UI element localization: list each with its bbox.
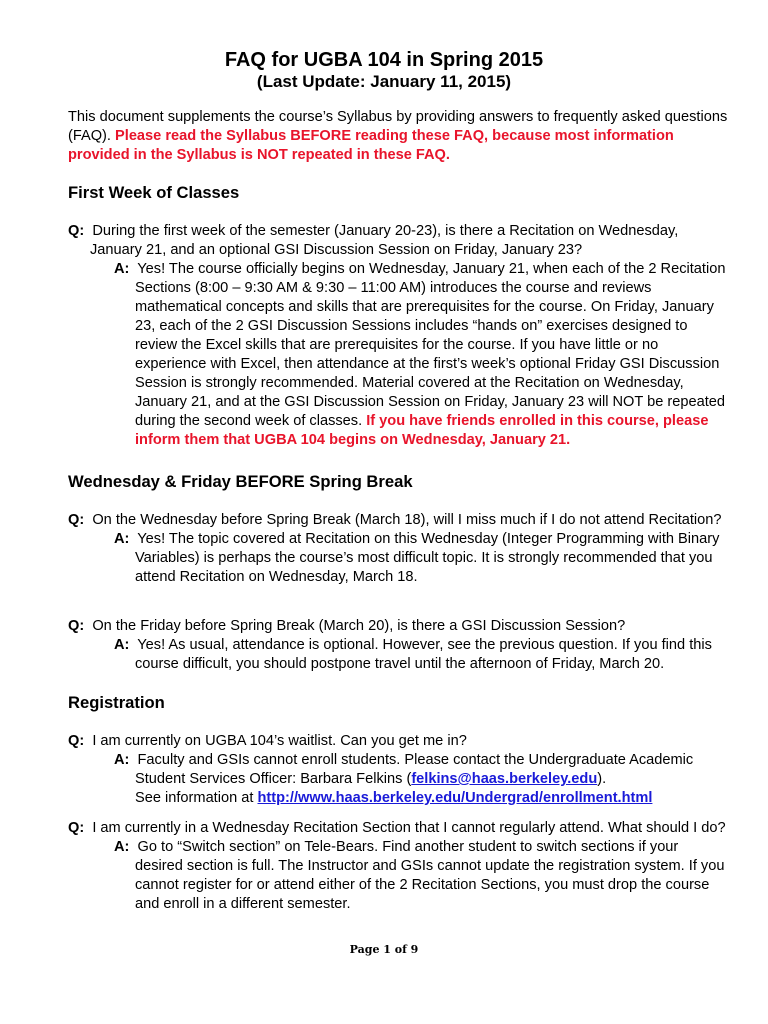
answer-label: A:	[114, 261, 130, 277]
see-info-text: See information at	[135, 790, 258, 806]
section-heading-first-week: First Week of Classes	[68, 183, 240, 202]
faq-question	[68, 222, 728, 260]
section-heading-spring-break: Wednesday & Friday BEFORE Spring Break	[68, 472, 413, 491]
question-label: Q:	[68, 512, 85, 528]
answer-label: A:	[114, 752, 130, 768]
intro-text: This document supplements the course’s Syllabus by providing answers to frequently asked questions (FAQ).	[68, 109, 728, 144]
question-label: Q:	[68, 733, 85, 749]
answer-text: Faculty and GSIs cannot enroll students. Please contact the Undergraduate Academic Student Services Officer: Barbara Felkins (	[135, 752, 694, 787]
question-text: During the first week of the semester (January 20-23), is there a Recitation on Wednesday, January 21, and an optional GSI Discussion Session on Friday, January 23?	[90, 223, 679, 258]
answer-warning: If you have friends enrolled in this course, please inform them that UGBA 104 begins on Wednesday, January 21.	[135, 413, 709, 448]
answer-label: A:	[114, 531, 130, 547]
email-link[interactable]: felkins@haas.berkeley.edu	[411, 771, 598, 787]
faq-answer	[114, 530, 728, 587]
answer-label: A:	[114, 637, 130, 653]
question-text: On the Friday before Spring Break (March 20), is there a GSI Discussion Session?	[92, 618, 626, 634]
answer-text: Go to “Switch section” on Tele-Bears. Find another student to switch sections if your desired section is full. The Instructor and GSIs cannot update the registration system. If you cannot register for or attend either of the 2 Recitation Sections, you must drop the course and enroll in a different semester.	[135, 839, 725, 912]
faq-item	[68, 819, 728, 914]
answer-text: Yes! As usual, attendance is optional. However, see the previous question. If you find this course difficult, you should postpone travel until the afternoon of Friday, March 20.	[135, 637, 712, 672]
question-label: Q:	[68, 820, 85, 836]
faq-item	[68, 617, 728, 674]
intro-paragraph	[68, 108, 738, 165]
faq-answer	[114, 260, 728, 450]
faq-answer	[114, 636, 728, 674]
answer-text: Yes! The course officially begins on Wednesday, January 21, when each of the 2 Recitation Sections (8:00 – 9:30 AM & 9:30 – 11:00 AM) introduces the course and reviews mathematical concepts and skills that are prerequisites for the course. On Friday, January 23, each of the 2 GSI Discussion Sessions includes “hands on” exercises designed to review the Excel skills that are prerequisites for the course. If you have little or no experience with Excel, then attendance at the first’s week’s optional Friday GSI Discussion Session is strongly recommended. Material covered at the Recitation on Wednesday, January 21, and at the GSI Discussion Session on Friday, January 23 will NOT be repeated during the second week of classes.	[135, 261, 726, 429]
question-label: Q:	[68, 618, 85, 634]
answer-label: A:	[114, 839, 130, 855]
question-text: On the Wednesday before Spring Break (March 18), will I miss much if I do not attend Recitation?	[92, 512, 722, 528]
intro-warning: Please read the Syllabus BEFORE reading these FAQ, because most information provided in the Syllabus is NOT repeated in these FAQ.	[68, 128, 674, 163]
faq-item	[68, 222, 728, 450]
faq-item	[68, 732, 728, 808]
question-label: Q:	[68, 223, 85, 239]
page-number: Page 1 of 9	[349, 943, 419, 956]
answer-text-end: ).	[597, 771, 607, 787]
question-text: I am currently on UGBA 104’s waitlist. Can you get me in?	[92, 733, 467, 749]
faq-question	[68, 617, 728, 636]
faq-answer	[114, 838, 728, 914]
enrollment-url-link[interactable]: http://www.haas.berkeley.edu/Undergrad/enrollment.html	[257, 790, 653, 806]
faq-question	[68, 819, 728, 838]
section-heading-registration: Registration	[68, 693, 165, 712]
answer-text: Yes! The topic covered at Recitation on this Wednesday (Integer Programming with Binary Variables) is perhaps the course’s most difficult topic. It is strongly recommended that you attend Recitation on Wednesday, March 18.	[135, 531, 720, 585]
faq-question	[68, 732, 728, 751]
faq-item	[68, 511, 728, 587]
document-title: FAQ for UGBA 104 in Spring 2015	[224, 49, 544, 71]
faq-answer	[114, 751, 728, 808]
faq-question	[68, 511, 728, 530]
question-text: I am currently in a Wednesday Recitation Section that I cannot regularly attend. What should I do?	[92, 820, 726, 836]
document-subtitle: (Last Update: January 11, 2015)	[256, 72, 512, 91]
